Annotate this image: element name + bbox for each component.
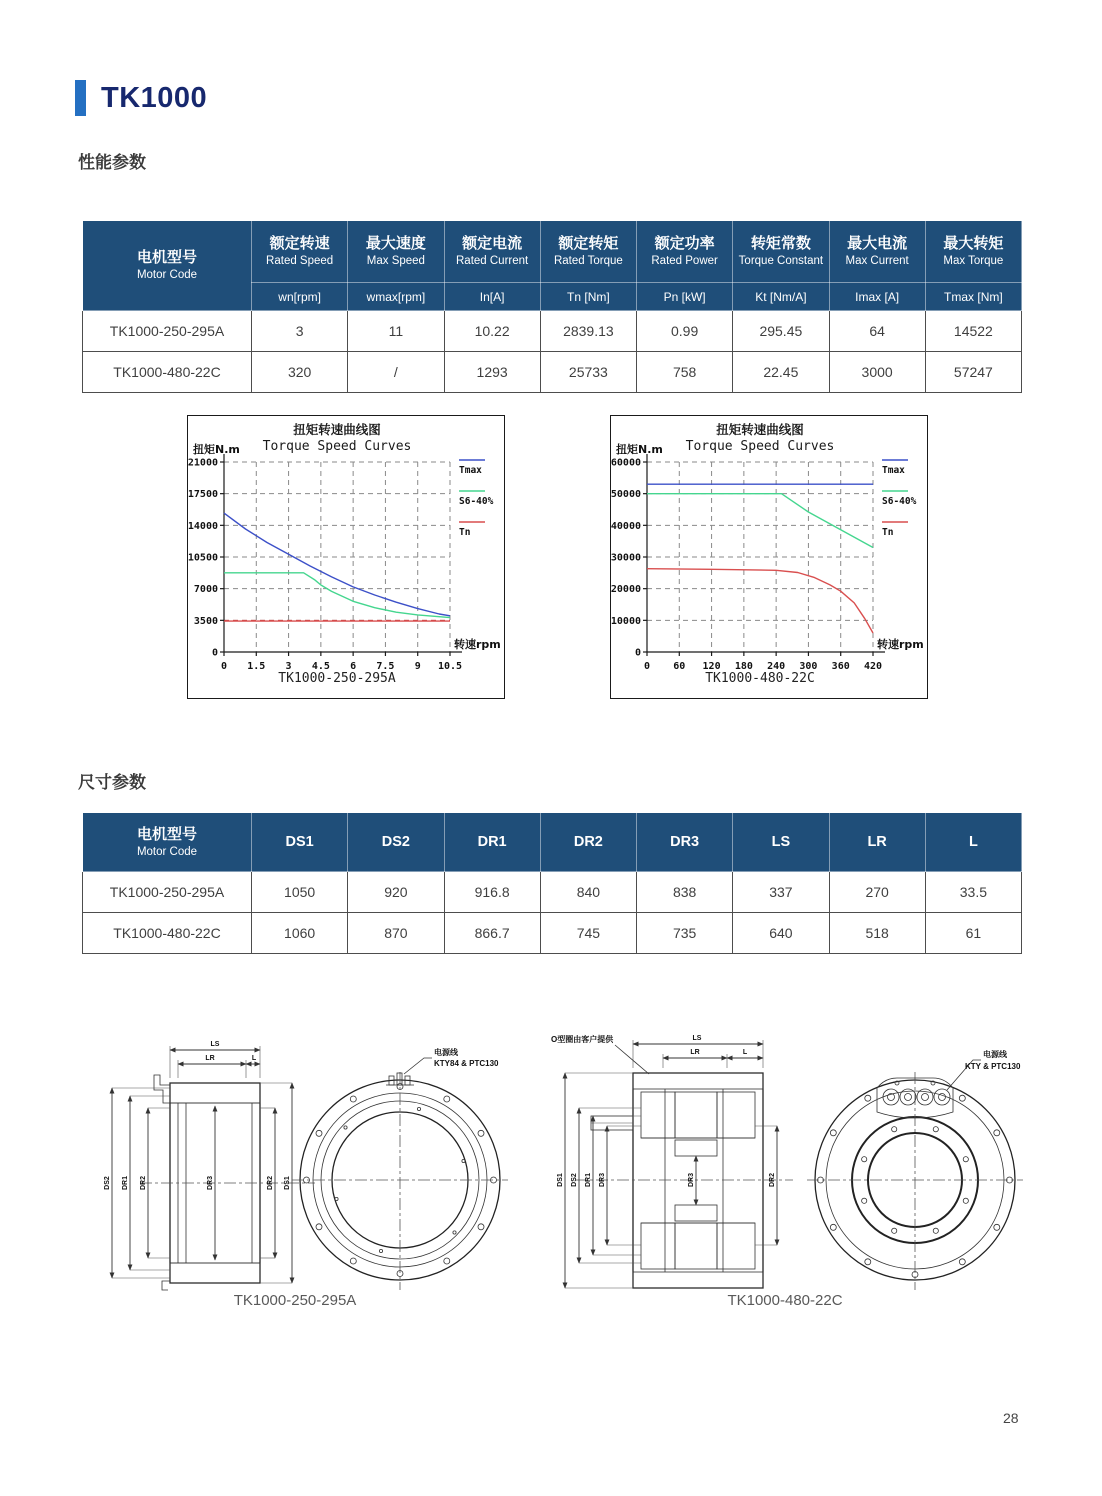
- perf-header-cell: 最大转矩 Max Torque: [925, 221, 1021, 283]
- svg-text:21000: 21000: [188, 457, 218, 469]
- dim-header-cell: L: [925, 813, 1021, 872]
- svg-text:120: 120: [702, 661, 721, 672]
- svg-text:DR3: DR3: [599, 1172, 606, 1188]
- svg-text:10.5: 10.5: [437, 661, 463, 672]
- svg-text:40000: 40000: [611, 520, 641, 532]
- table-cell: TK1000-250-295A: [83, 872, 252, 913]
- table-cell: 2839.13: [540, 311, 636, 352]
- svg-text:DR2: DR2: [140, 1175, 147, 1191]
- table-cell: TK1000-480-22C: [83, 352, 252, 393]
- table-cell: 3000: [829, 352, 925, 393]
- perf-unit-cell: wmax[rpm]: [348, 283, 444, 311]
- svg-text:3: 3: [285, 661, 292, 672]
- svg-text:0: 0: [211, 647, 218, 659]
- perf-header-cell: 额定转速 Rated Speed: [252, 221, 348, 283]
- svg-text:LS: LS: [692, 1035, 702, 1042]
- perf-header-cell: 最大电流 Max Current: [829, 221, 925, 283]
- table-cell: 838: [637, 872, 733, 913]
- front-view: [807, 1049, 1023, 1290]
- table-cell: 745: [540, 913, 636, 954]
- svg-text:转速rpm: 转速rpm: [877, 638, 924, 651]
- table-cell: 518: [829, 913, 925, 954]
- table-cell: 758: [637, 352, 733, 393]
- table-cell: 320: [252, 352, 348, 393]
- perf-unit-cell: Pn [kW]: [637, 283, 733, 311]
- sensor-type-callout: KTY84 & PTC130: [434, 1059, 499, 1068]
- page-number: 28: [1003, 1410, 1019, 1426]
- motor-drawing-480-22C: [545, 1028, 1025, 1298]
- dim-header-motor: 电机型号 Motor Code: [83, 813, 252, 872]
- dim-header-cell: LS: [733, 813, 829, 872]
- table-cell: 916.8: [444, 872, 540, 913]
- table-cell: TK1000-480-22C: [83, 913, 252, 954]
- dim-header-cell: DS1: [252, 813, 348, 872]
- svg-text:180: 180: [734, 661, 753, 672]
- svg-text:240: 240: [767, 661, 786, 672]
- table-cell: 1060: [252, 913, 348, 954]
- svg-text:DS2: DS2: [571, 1173, 578, 1187]
- table-cell: 640: [733, 913, 829, 954]
- perf-unit-cell: wn[rpm]: [252, 283, 348, 311]
- svg-text:10000: 10000: [611, 615, 641, 627]
- svg-text:360: 360: [831, 661, 850, 672]
- svg-text:DS1: DS1: [284, 1176, 291, 1190]
- table-cell: TK1000-250-295A: [83, 311, 252, 352]
- page-header: [75, 80, 207, 116]
- table-cell: 14522: [925, 311, 1021, 352]
- oring-note-callout: O型圈由客户提供: [551, 1035, 614, 1044]
- table-cell: 1293: [444, 352, 540, 393]
- power-cable-callout: 电源线: [434, 1048, 458, 1057]
- svg-text:9: 9: [414, 661, 421, 672]
- svg-text:LR: LR: [690, 1049, 700, 1056]
- svg-text:DS1: DS1: [557, 1173, 564, 1187]
- perf-header-cell: 额定转矩 Rated Torque: [540, 221, 636, 283]
- table-cell: /: [348, 352, 444, 393]
- table-row: [83, 913, 1022, 954]
- table-cell: 1050: [252, 872, 348, 913]
- table-row: [83, 311, 1022, 352]
- table-cell: 840: [540, 872, 636, 913]
- table-row: [83, 872, 1022, 913]
- dimension-table: [82, 812, 1022, 954]
- svg-text:Tmax: Tmax: [882, 465, 905, 476]
- svg-text:Tn: Tn: [459, 527, 471, 538]
- svg-text:0: 0: [634, 647, 641, 659]
- drawing-caption-right: TK1000-480-22C: [727, 1292, 843, 1309]
- svg-text:扭矩转速曲线图: 扭矩转速曲线图: [716, 422, 804, 437]
- dim-header-cell: LR: [829, 813, 925, 872]
- svg-text:Tn: Tn: [882, 527, 894, 538]
- svg-text:L: L: [251, 1055, 257, 1062]
- table-cell: 33.5: [925, 872, 1021, 913]
- svg-text:S6-40%: S6-40%: [459, 496, 494, 507]
- svg-text:Torque Speed Curves: Torque Speed Curves: [262, 439, 412, 454]
- svg-text:扭矩N.m: 扭矩N.m: [616, 443, 663, 456]
- svg-text:420: 420: [863, 661, 883, 672]
- table-cell: 10.22: [444, 311, 540, 352]
- motor-drawing-250-295A: [70, 1028, 520, 1298]
- svg-text:DR1: DR1: [122, 1175, 129, 1191]
- perf-unit-cell: Tn [Nm]: [540, 283, 636, 311]
- perf-header-motor: 电机型号 Motor Code: [83, 221, 252, 311]
- svg-text:LR: LR: [205, 1055, 215, 1062]
- svg-text:DR1: DR1: [585, 1172, 592, 1188]
- perf-unit-cell: In[A]: [444, 283, 540, 311]
- svg-text:TK1000-250-295A: TK1000-250-295A: [278, 671, 396, 686]
- svg-text:14000: 14000: [188, 520, 218, 532]
- svg-text:LS: LS: [210, 1041, 220, 1048]
- chart-canvas: [188, 416, 504, 698]
- svg-text:DR3: DR3: [688, 1172, 695, 1188]
- svg-text:Tmax: Tmax: [459, 465, 482, 476]
- table-cell: 57247: [925, 352, 1021, 393]
- svg-text:4.5: 4.5: [311, 661, 330, 672]
- svg-text:60000: 60000: [611, 457, 641, 469]
- perf-unit-cell: Imax [A]: [829, 283, 925, 311]
- svg-text:60: 60: [673, 661, 686, 672]
- dimension-lines: [104, 1041, 292, 1283]
- svg-text:50000: 50000: [611, 489, 641, 501]
- table-cell: 920: [348, 872, 444, 913]
- dim-header-cell: DS2: [348, 813, 444, 872]
- svg-text:17500: 17500: [188, 489, 218, 501]
- table-cell: 11: [348, 311, 444, 352]
- dim-header-cell: DR2: [540, 813, 636, 872]
- table-row: [83, 352, 1022, 393]
- svg-text:DR3: DR3: [207, 1175, 214, 1191]
- page-title: TK1000: [101, 81, 208, 114]
- svg-text:DR2: DR2: [267, 1175, 274, 1191]
- performance-table: [82, 220, 1022, 393]
- table-cell: 735: [637, 913, 733, 954]
- svg-text:DS2: DS2: [104, 1176, 111, 1190]
- svg-text:6: 6: [350, 661, 357, 672]
- perf-header-cell: 转矩常数 Torque Constant: [733, 221, 829, 283]
- table-cell: 0.99: [637, 311, 733, 352]
- torque-speed-chart-250-295A: [187, 415, 505, 699]
- front-view: [292, 1047, 508, 1290]
- title-accent-bar: [75, 80, 86, 116]
- power-cable-callout: 电源线: [983, 1050, 1007, 1059]
- sensor-type-callout: KTY & PTC130: [965, 1062, 1021, 1071]
- svg-text:20000: 20000: [611, 584, 641, 596]
- svg-text:0: 0: [643, 661, 651, 672]
- perf-header-cell: 最大速度 Max Speed: [348, 221, 444, 283]
- svg-text:Torque Speed Curves: Torque Speed Curves: [685, 439, 835, 454]
- svg-text:转速rpm: 转速rpm: [454, 638, 501, 651]
- callout-leader: [404, 1058, 432, 1074]
- table-cell: 270: [829, 872, 925, 913]
- note-leader: [615, 1045, 649, 1074]
- table-cell: 870: [348, 913, 444, 954]
- svg-text:扭矩N.m: 扭矩N.m: [193, 443, 240, 456]
- svg-text:S6-40%: S6-40%: [882, 496, 917, 507]
- perf-unit-cell: Tmax [Nm]: [925, 283, 1021, 311]
- svg-text:扭矩转速曲线图: 扭矩转速曲线图: [293, 422, 381, 437]
- svg-text:DR2: DR2: [769, 1172, 776, 1188]
- table-cell: 61: [925, 913, 1021, 954]
- section-heading-dimensions: 尺寸参数: [78, 773, 146, 792]
- svg-text:3500: 3500: [193, 615, 218, 627]
- table-cell: 22.45: [733, 352, 829, 393]
- dim-header-cell: DR3: [637, 813, 733, 872]
- svg-text:0: 0: [220, 661, 228, 672]
- perf-header-cell: 额定功率 Rated Power: [637, 221, 733, 283]
- svg-text:7.5: 7.5: [376, 661, 395, 672]
- table-cell: 337: [733, 872, 829, 913]
- section-heading-performance: 性能参数: [78, 153, 146, 172]
- chart-canvas: [611, 416, 927, 698]
- svg-text:7000: 7000: [193, 584, 218, 596]
- svg-text:10500: 10500: [188, 552, 218, 564]
- table-cell: 25733: [540, 352, 636, 393]
- svg-text:L: L: [742, 1049, 748, 1056]
- svg-text:300: 300: [799, 661, 818, 672]
- torque-speed-chart-480-22C: [610, 415, 928, 699]
- table-cell: 295.45: [733, 311, 829, 352]
- perf-header-cell: 额定电流 Rated Current: [444, 221, 540, 283]
- perf-unit-cell: Kt [Nm/A]: [733, 283, 829, 311]
- svg-text:30000: 30000: [611, 552, 641, 564]
- svg-text:1.5: 1.5: [247, 661, 266, 672]
- table-cell: 866.7: [444, 913, 540, 954]
- side-section-view: [575, 1073, 793, 1288]
- dim-header-cell: DR1: [444, 813, 540, 872]
- drawing-caption-left: TK1000-250-295A: [233, 1292, 357, 1309]
- svg-text:TK1000-480-22C: TK1000-480-22C: [705, 671, 815, 686]
- table-cell: 64: [829, 311, 925, 352]
- table-cell: 3: [252, 311, 348, 352]
